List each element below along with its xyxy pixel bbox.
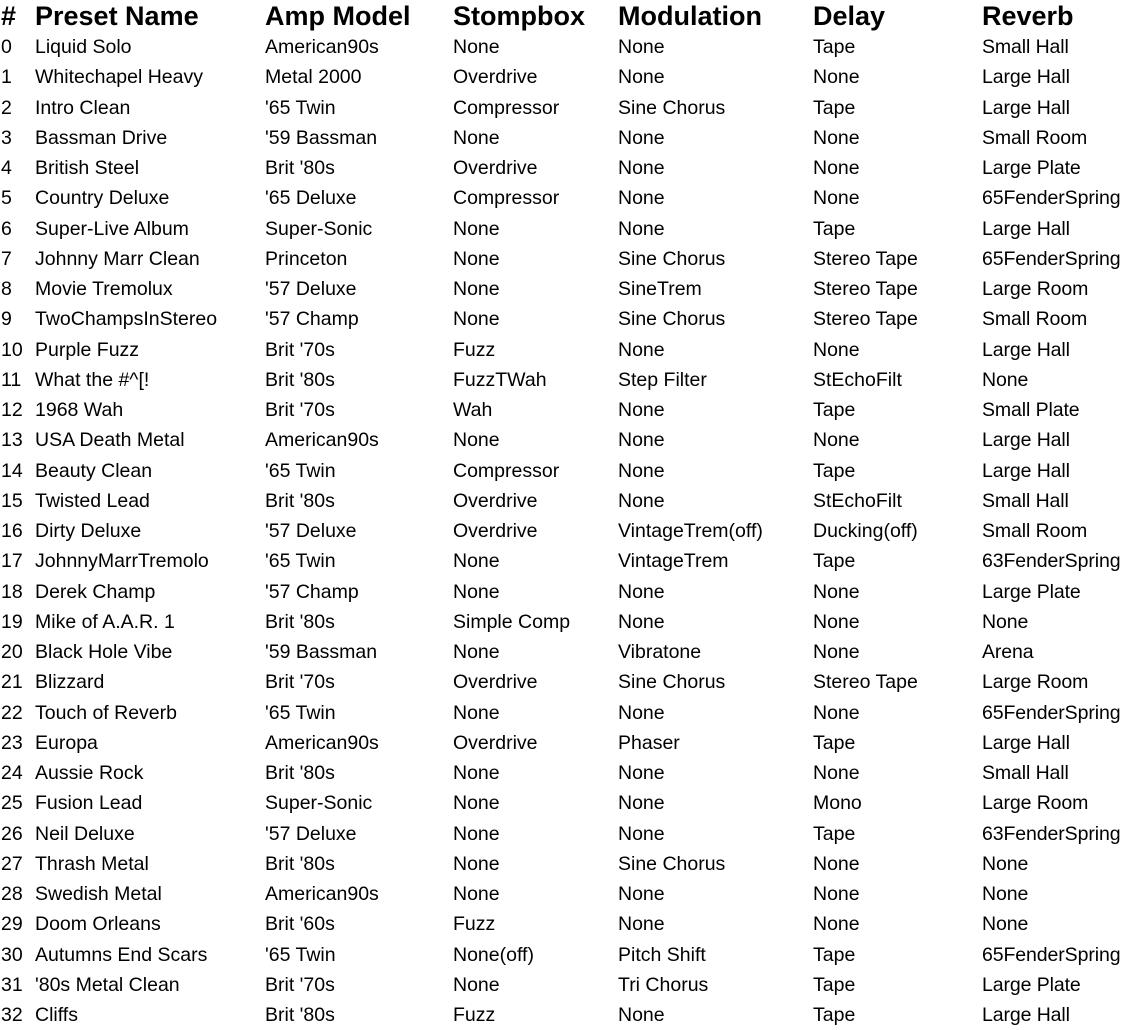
cell-stompbox: None — [453, 822, 500, 845]
table-body — [0, 32, 1129, 1030]
table-row — [0, 758, 1129, 788]
cell-reverb: Large Hall — [982, 66, 1070, 89]
cell-delay: None — [813, 883, 860, 906]
cell-number: 15 — [1, 489, 23, 512]
cell-delay: Stereo Tape — [813, 278, 918, 301]
table-row — [0, 516, 1129, 546]
cell-amp-model: '59 Bassman — [265, 126, 378, 149]
cell-modulation: None — [618, 883, 665, 906]
cell-amp-model: '65 Twin — [265, 550, 336, 573]
cell-modulation: None — [618, 459, 665, 482]
table-row — [0, 244, 1129, 274]
cell-reverb: 65FenderSpring — [982, 187, 1121, 210]
cell-modulation: None — [618, 36, 665, 59]
cell-number: 16 — [1, 520, 23, 543]
cell-amp-model: '57 Champ — [265, 580, 359, 603]
cell-stompbox: Compressor — [453, 187, 560, 210]
cell-stompbox: None — [453, 308, 500, 331]
cell-delay: Tape — [813, 822, 856, 845]
cell-amp-model: '65 Twin — [265, 943, 336, 966]
cell-preset-name: Autumns End Scars — [35, 943, 208, 966]
table-row — [0, 849, 1129, 879]
cell-amp-model: Brit '80s — [265, 610, 335, 633]
cell-number: 7 — [1, 247, 12, 270]
cell-modulation: Step Filter — [618, 368, 707, 391]
cell-delay: Mono — [813, 792, 862, 815]
cell-stompbox: None — [453, 36, 500, 59]
cell-modulation: None — [618, 580, 665, 603]
cell-number: 27 — [1, 852, 23, 875]
cell-preset-name: Cliffs — [35, 1004, 78, 1027]
table-row — [0, 667, 1129, 697]
cell-number: 25 — [1, 792, 23, 815]
cell-number: 13 — [1, 429, 23, 452]
table-row — [0, 546, 1129, 576]
cell-preset-name: Aussie Rock — [35, 762, 144, 785]
table-row — [0, 970, 1129, 1000]
cell-number: 6 — [1, 217, 12, 240]
cell-number: 0 — [1, 36, 12, 59]
cell-preset-name: JohnnyMarrTremolo — [35, 550, 209, 573]
cell-preset-name: Swedish Metal — [35, 883, 162, 906]
cell-reverb: Small Hall — [982, 762, 1069, 785]
cell-amp-model: '65 Twin — [265, 96, 336, 119]
cell-modulation: Sine Chorus — [618, 247, 726, 270]
cell-delay: None — [813, 66, 860, 89]
cell-delay: None — [813, 852, 860, 875]
cell-number: 31 — [1, 973, 23, 996]
cell-amp-model: Metal 2000 — [265, 66, 362, 89]
cell-number: 28 — [1, 883, 23, 906]
cell-number: 20 — [1, 641, 23, 664]
cell-delay: Stereo Tape — [813, 308, 918, 331]
cell-preset-name: Whitechapel Heavy — [35, 66, 203, 89]
cell-amp-model: '57 Deluxe — [265, 520, 357, 543]
cell-stompbox: Fuzz — [453, 338, 496, 361]
cell-number: 18 — [1, 580, 23, 603]
cell-delay: Stereo Tape — [813, 247, 918, 270]
cell-delay: None — [813, 610, 860, 633]
cell-delay: Tape — [813, 96, 856, 119]
cell-modulation: None — [618, 1004, 665, 1027]
cell-stompbox: None — [453, 217, 500, 240]
cell-preset-name: Europa — [35, 731, 98, 754]
cell-number: 5 — [1, 187, 12, 210]
table-row — [0, 879, 1129, 909]
cell-reverb: 63FenderSpring — [982, 550, 1121, 573]
cell-number: 2 — [1, 96, 12, 119]
cell-stompbox: Overdrive — [453, 66, 538, 89]
cell-stompbox: Fuzz — [453, 1004, 496, 1027]
cell-reverb: Large Room — [982, 792, 1089, 815]
cell-number: 4 — [1, 157, 12, 180]
cell-preset-name: Fusion Lead — [35, 792, 143, 815]
cell-number: 8 — [1, 278, 12, 301]
cell-preset-name: Touch of Reverb — [35, 701, 177, 724]
cell-delay: Tape — [813, 459, 856, 482]
table-row — [0, 123, 1129, 153]
cell-reverb: Large Hall — [982, 731, 1070, 754]
cell-reverb: Large Hall — [982, 96, 1070, 119]
cell-delay: None — [813, 338, 860, 361]
table-row — [0, 577, 1129, 607]
cell-number: 14 — [1, 459, 23, 482]
cell-stompbox: None — [453, 278, 500, 301]
cell-stompbox: Compressor — [453, 96, 560, 119]
cell-reverb: Small Hall — [982, 489, 1069, 512]
column-header-modulation: Modulation — [618, 1, 762, 31]
cell-amp-model: American90s — [265, 883, 379, 906]
cell-reverb: Large Hall — [982, 429, 1070, 452]
cell-preset-name: Bassman Drive — [35, 126, 168, 149]
cell-reverb: None — [982, 913, 1029, 936]
table-row — [0, 486, 1129, 516]
cell-modulation: None — [618, 338, 665, 361]
cell-modulation: None — [618, 610, 665, 633]
cell-preset-name: Doom Orleans — [35, 913, 161, 936]
cell-stompbox: None — [453, 550, 500, 573]
cell-reverb: Arena — [982, 641, 1034, 664]
cell-stompbox: Simple Comp — [453, 610, 571, 633]
cell-modulation: None — [618, 187, 665, 210]
cell-modulation: Pitch Shift — [618, 943, 706, 966]
cell-preset-name: Beauty Clean — [35, 459, 153, 482]
cell-modulation: None — [618, 489, 665, 512]
cell-modulation: None — [618, 792, 665, 815]
table-row — [0, 62, 1129, 92]
cell-delay: Tape — [813, 550, 856, 573]
cell-reverb: None — [982, 883, 1029, 906]
cell-amp-model: Brit '70s — [265, 338, 335, 361]
cell-preset-name: Dirty Deluxe — [35, 520, 142, 543]
cell-modulation: Phaser — [618, 731, 680, 754]
cell-number: 29 — [1, 913, 23, 936]
cell-stompbox: None — [453, 126, 500, 149]
table-row — [0, 32, 1129, 62]
cell-reverb: Large Room — [982, 278, 1089, 301]
table-row — [0, 819, 1129, 849]
cell-amp-model: '59 Bassman — [265, 641, 378, 664]
cell-stompbox: None — [453, 247, 500, 270]
cell-number: 26 — [1, 822, 23, 845]
cell-reverb: Small Room — [982, 126, 1088, 149]
cell-preset-name: Liquid Solo — [35, 36, 132, 59]
table-row — [0, 909, 1129, 939]
cell-reverb: Large Plate — [982, 580, 1081, 603]
cell-amp-model: Brit '80s — [265, 1004, 335, 1027]
cell-preset-name: Blizzard — [35, 671, 105, 694]
cell-delay: Tape — [813, 217, 856, 240]
cell-amp-model: '65 Deluxe — [265, 187, 357, 210]
cell-delay: Stereo Tape — [813, 671, 918, 694]
table-row — [0, 728, 1129, 758]
table-row — [0, 607, 1129, 637]
cell-delay: None — [813, 429, 860, 452]
cell-stompbox: Overdrive — [453, 671, 538, 694]
cell-preset-name: British Steel — [35, 157, 140, 180]
cell-delay: None — [813, 641, 860, 664]
header-row — [0, 0, 1129, 32]
cell-modulation: VintageTrem — [618, 550, 729, 573]
table-row — [0, 93, 1129, 123]
cell-modulation: Vibratone — [618, 641, 702, 664]
cell-number: 32 — [1, 1004, 23, 1027]
cell-delay: StEchoFilt — [813, 489, 902, 512]
cell-delay: None — [813, 187, 860, 210]
cell-amp-model: '57 Deluxe — [265, 822, 357, 845]
cell-stompbox: None — [453, 762, 500, 785]
table-row — [0, 456, 1129, 486]
cell-delay: None — [813, 157, 860, 180]
cell-number: 23 — [1, 731, 23, 754]
column-header-delay: Delay — [813, 1, 886, 31]
cell-preset-name: Johnny Marr Clean — [35, 247, 200, 270]
cell-reverb: Small Plate — [982, 399, 1080, 422]
cell-amp-model: Brit '80s — [265, 157, 335, 180]
cell-reverb: None — [982, 368, 1029, 391]
cell-delay: Ducking(off) — [813, 520, 918, 543]
column-header-number: # — [1, 1, 17, 31]
cell-reverb: Large Hall — [982, 217, 1070, 240]
cell-preset-name: Intro Clean — [35, 96, 131, 119]
cell-stompbox: None — [453, 429, 500, 452]
cell-stompbox: FuzzTWah — [453, 368, 547, 391]
table-row — [0, 425, 1129, 455]
cell-amp-model: '65 Twin — [265, 701, 336, 724]
cell-reverb: None — [982, 610, 1029, 633]
cell-preset-name: Movie Tremolux — [35, 278, 173, 301]
cell-delay: StEchoFilt — [813, 368, 902, 391]
cell-stompbox: None — [453, 701, 500, 724]
cell-modulation: None — [618, 126, 665, 149]
cell-modulation: None — [618, 429, 665, 452]
cell-stompbox: None — [453, 883, 500, 906]
cell-stompbox: None — [453, 580, 500, 603]
cell-modulation: None — [618, 217, 665, 240]
cell-amp-model: American90s — [265, 731, 379, 754]
cell-delay: Tape — [813, 943, 856, 966]
cell-number: 22 — [1, 701, 23, 724]
cell-modulation: None — [618, 762, 665, 785]
cell-modulation: None — [618, 66, 665, 89]
cell-reverb: Large Hall — [982, 459, 1070, 482]
cell-delay: None — [813, 126, 860, 149]
cell-preset-name: Derek Champ — [35, 580, 156, 603]
cell-stompbox: Overdrive — [453, 489, 538, 512]
cell-amp-model: Super-Sonic — [265, 217, 373, 240]
cell-amp-model: Brit '80s — [265, 368, 335, 391]
table-row — [0, 365, 1129, 395]
cell-amp-model: American90s — [265, 429, 379, 452]
cell-stompbox: Overdrive — [453, 731, 538, 754]
cell-preset-name: Black Hole Vibe — [35, 641, 173, 664]
cell-amp-model: Brit '70s — [265, 973, 335, 996]
cell-number: 3 — [1, 126, 12, 149]
table-row — [0, 183, 1129, 213]
cell-stompbox: None — [453, 641, 500, 664]
cell-number: 19 — [1, 610, 23, 633]
cell-amp-model: Brit '70s — [265, 671, 335, 694]
table-row — [0, 214, 1129, 244]
cell-number: 9 — [1, 308, 12, 331]
cell-modulation: Sine Chorus — [618, 671, 726, 694]
cell-stompbox: Overdrive — [453, 157, 538, 180]
cell-reverb: 65FenderSpring — [982, 943, 1121, 966]
column-header-preset-name: Preset Name — [35, 1, 199, 31]
column-header-amp-model: Amp Model — [265, 1, 411, 31]
table-header — [0, 0, 1129, 32]
table-row — [0, 940, 1129, 970]
cell-stompbox: Wah — [453, 399, 493, 422]
cell-reverb: Large Plate — [982, 157, 1081, 180]
cell-preset-name: TwoChampsInStereo — [35, 308, 218, 331]
cell-preset-name: Country Deluxe — [35, 187, 170, 210]
cell-reverb: 65FenderSpring — [982, 701, 1121, 724]
table-row — [0, 153, 1129, 183]
cell-reverb: Small Hall — [982, 36, 1069, 59]
cell-reverb: None — [982, 852, 1029, 875]
cell-modulation: None — [618, 701, 665, 724]
cell-reverb: Small Room — [982, 308, 1088, 331]
cell-number: 21 — [1, 671, 23, 694]
cell-amp-model: Princeton — [265, 247, 348, 270]
cell-modulation: Sine Chorus — [618, 96, 726, 119]
cell-delay: Tape — [813, 399, 856, 422]
cell-preset-name: USA Death Metal — [35, 429, 185, 452]
cell-number: 30 — [1, 943, 23, 966]
cell-preset-name: Mike of A.A.R. 1 — [35, 610, 175, 633]
cell-amp-model: '65 Twin — [265, 459, 336, 482]
cell-delay: None — [813, 580, 860, 603]
cell-modulation: Sine Chorus — [618, 852, 726, 875]
cell-modulation: None — [618, 399, 665, 422]
cell-modulation: None — [618, 157, 665, 180]
cell-modulation: Sine Chorus — [618, 308, 726, 331]
cell-amp-model: '57 Champ — [265, 308, 359, 331]
cell-stompbox: Compressor — [453, 459, 560, 482]
cell-stompbox: None — [453, 973, 500, 996]
cell-delay: None — [813, 701, 860, 724]
cell-delay: Tape — [813, 973, 856, 996]
table-row — [0, 335, 1129, 365]
cell-preset-name: Thrash Metal — [35, 852, 149, 875]
cell-stompbox: None — [453, 852, 500, 875]
table-row — [0, 304, 1129, 334]
cell-amp-model: Brit '80s — [265, 489, 335, 512]
cell-amp-model: Brit '80s — [265, 852, 335, 875]
cell-amp-model: Brit '70s — [265, 399, 335, 422]
cell-number: 17 — [1, 550, 23, 573]
cell-reverb: Large Hall — [982, 338, 1070, 361]
cell-stompbox: None(off) — [453, 943, 534, 966]
table-row — [0, 1000, 1129, 1030]
table-row — [0, 788, 1129, 818]
cell-amp-model: '57 Deluxe — [265, 278, 357, 301]
table-row — [0, 637, 1129, 667]
cell-stompbox: None — [453, 792, 500, 815]
cell-amp-model: Brit '80s — [265, 762, 335, 785]
cell-stompbox: Fuzz — [453, 913, 496, 936]
cell-delay: Tape — [813, 731, 856, 754]
cell-amp-model: Super-Sonic — [265, 792, 373, 815]
cell-modulation: None — [618, 822, 665, 845]
cell-number: 24 — [1, 762, 23, 785]
cell-reverb: Large Room — [982, 671, 1089, 694]
cell-modulation: SineTrem — [618, 278, 702, 301]
cell-reverb: Small Room — [982, 520, 1088, 543]
table-row — [0, 698, 1129, 728]
cell-reverb: 65FenderSpring — [982, 247, 1121, 270]
cell-amp-model: American90s — [265, 36, 379, 59]
cell-number: 1 — [1, 66, 12, 89]
column-header-reverb: Reverb — [982, 1, 1074, 31]
cell-preset-name: Neil Deluxe — [35, 822, 135, 845]
cell-number: 10 — [1, 338, 23, 361]
cell-delay: Tape — [813, 1004, 856, 1027]
cell-reverb: Large Hall — [982, 1004, 1070, 1027]
cell-delay: None — [813, 762, 860, 785]
column-header-stompbox: Stompbox — [453, 1, 585, 31]
cell-modulation: None — [618, 913, 665, 936]
cell-stompbox: Overdrive — [453, 520, 538, 543]
cell-preset-name: What the #^[! — [35, 368, 150, 391]
cell-modulation: VintageTrem(off) — [618, 520, 763, 543]
cell-preset-name: Super-Live Album — [35, 217, 189, 240]
cell-preset-name: '80s Metal Clean — [35, 973, 180, 996]
cell-reverb: Large Plate — [982, 973, 1081, 996]
cell-preset-name: 1968 Wah — [35, 399, 124, 422]
cell-delay: None — [813, 913, 860, 936]
cell-number: 12 — [1, 399, 23, 422]
cell-number: 11 — [1, 368, 22, 391]
cell-reverb: 63FenderSpring — [982, 822, 1121, 845]
cell-modulation: Tri Chorus — [618, 973, 709, 996]
cell-delay: Tape — [813, 36, 856, 59]
cell-amp-model: Brit '60s — [265, 913, 335, 936]
cell-preset-name: Purple Fuzz — [35, 338, 140, 361]
table-row — [0, 395, 1129, 425]
cell-preset-name: Twisted Lead — [35, 489, 150, 512]
table-row — [0, 274, 1129, 304]
